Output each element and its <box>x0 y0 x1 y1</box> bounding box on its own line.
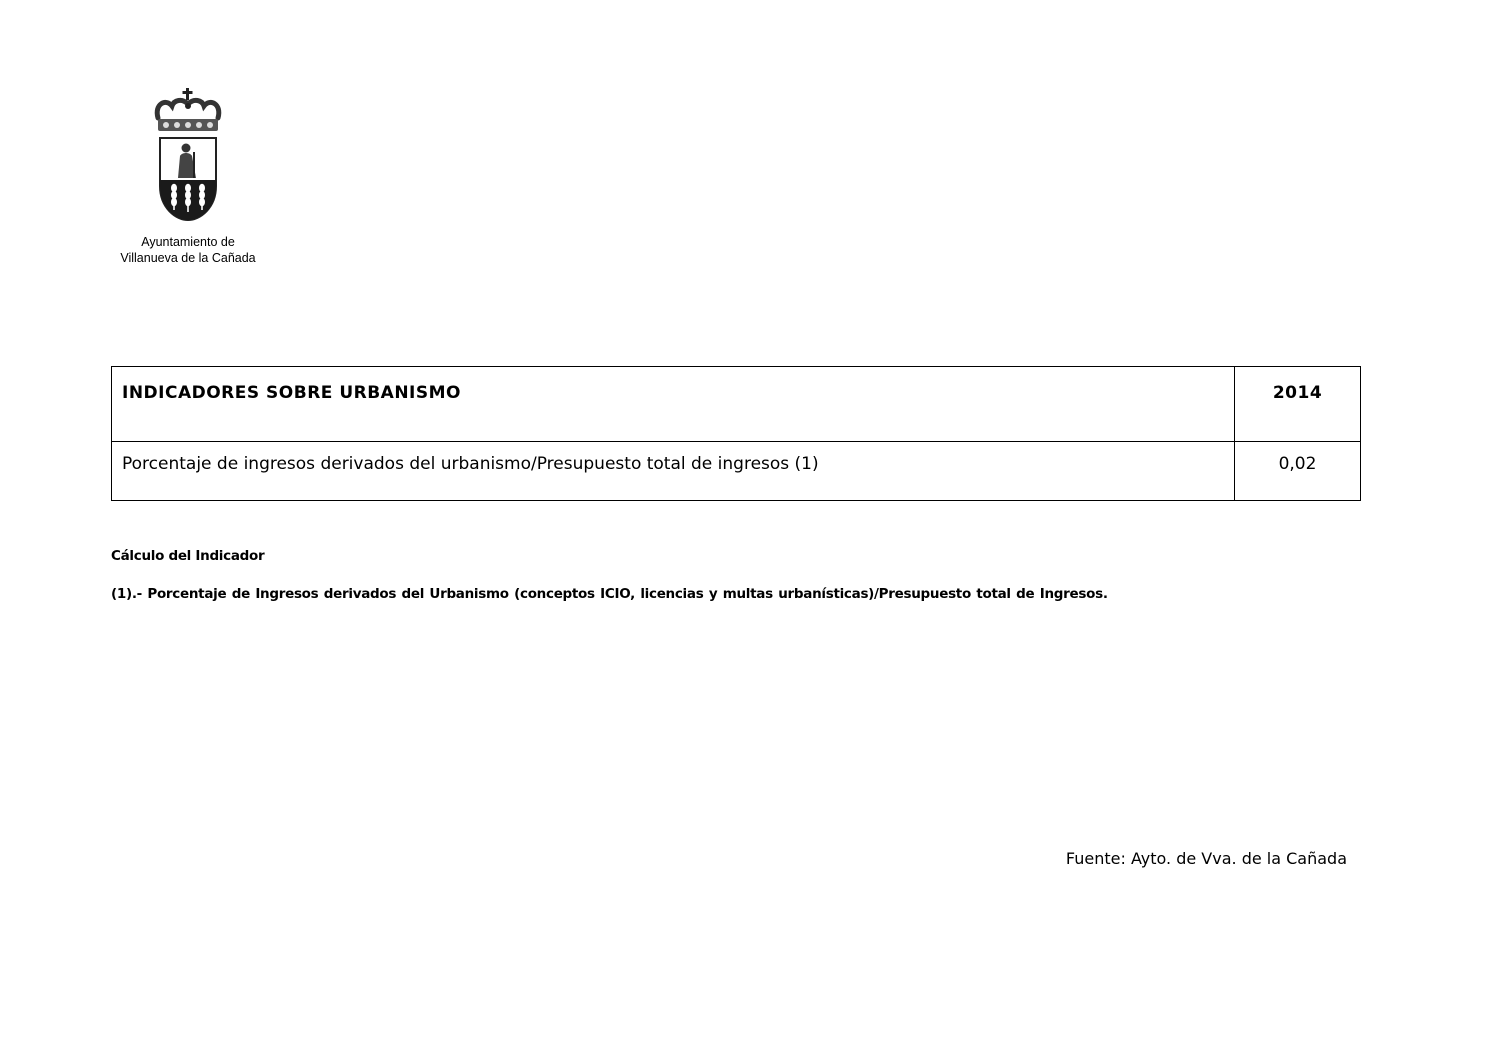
organization-line-2: Villanueva de la Cañada <box>120 251 256 265</box>
table-row <box>112 442 1361 501</box>
table-title: INDICADORES SOBRE URBANISMO <box>112 367 1235 442</box>
organization-line-1: Ayuntamiento de <box>141 235 235 249</box>
calculation-title: Cálculo del Indicador <box>111 548 265 564</box>
table-header-row <box>112 367 1361 442</box>
calculation-note: (1).- Porcentaje de Ingresos derivados del Urbanismo (conceptos ICIO, licencias y multas urbanísticas)/Presupuesto total de Ingresos. <box>111 586 1108 602</box>
coat-of-arms-icon <box>148 86 228 226</box>
source-text: Fuente: Ayto. de Vva. de la Cañada <box>1065 849 1347 868</box>
municipal-logo <box>108 86 268 266</box>
table-year: 2014 <box>1235 367 1361 442</box>
indicators-table <box>111 366 1361 501</box>
organization-name <box>108 234 268 266</box>
indicator-label: Porcentaje de ingresos derivados del urbanismo/Presupuesto total de ingresos (1) <box>112 442 1235 501</box>
indicator-value: 0,02 <box>1235 442 1361 501</box>
